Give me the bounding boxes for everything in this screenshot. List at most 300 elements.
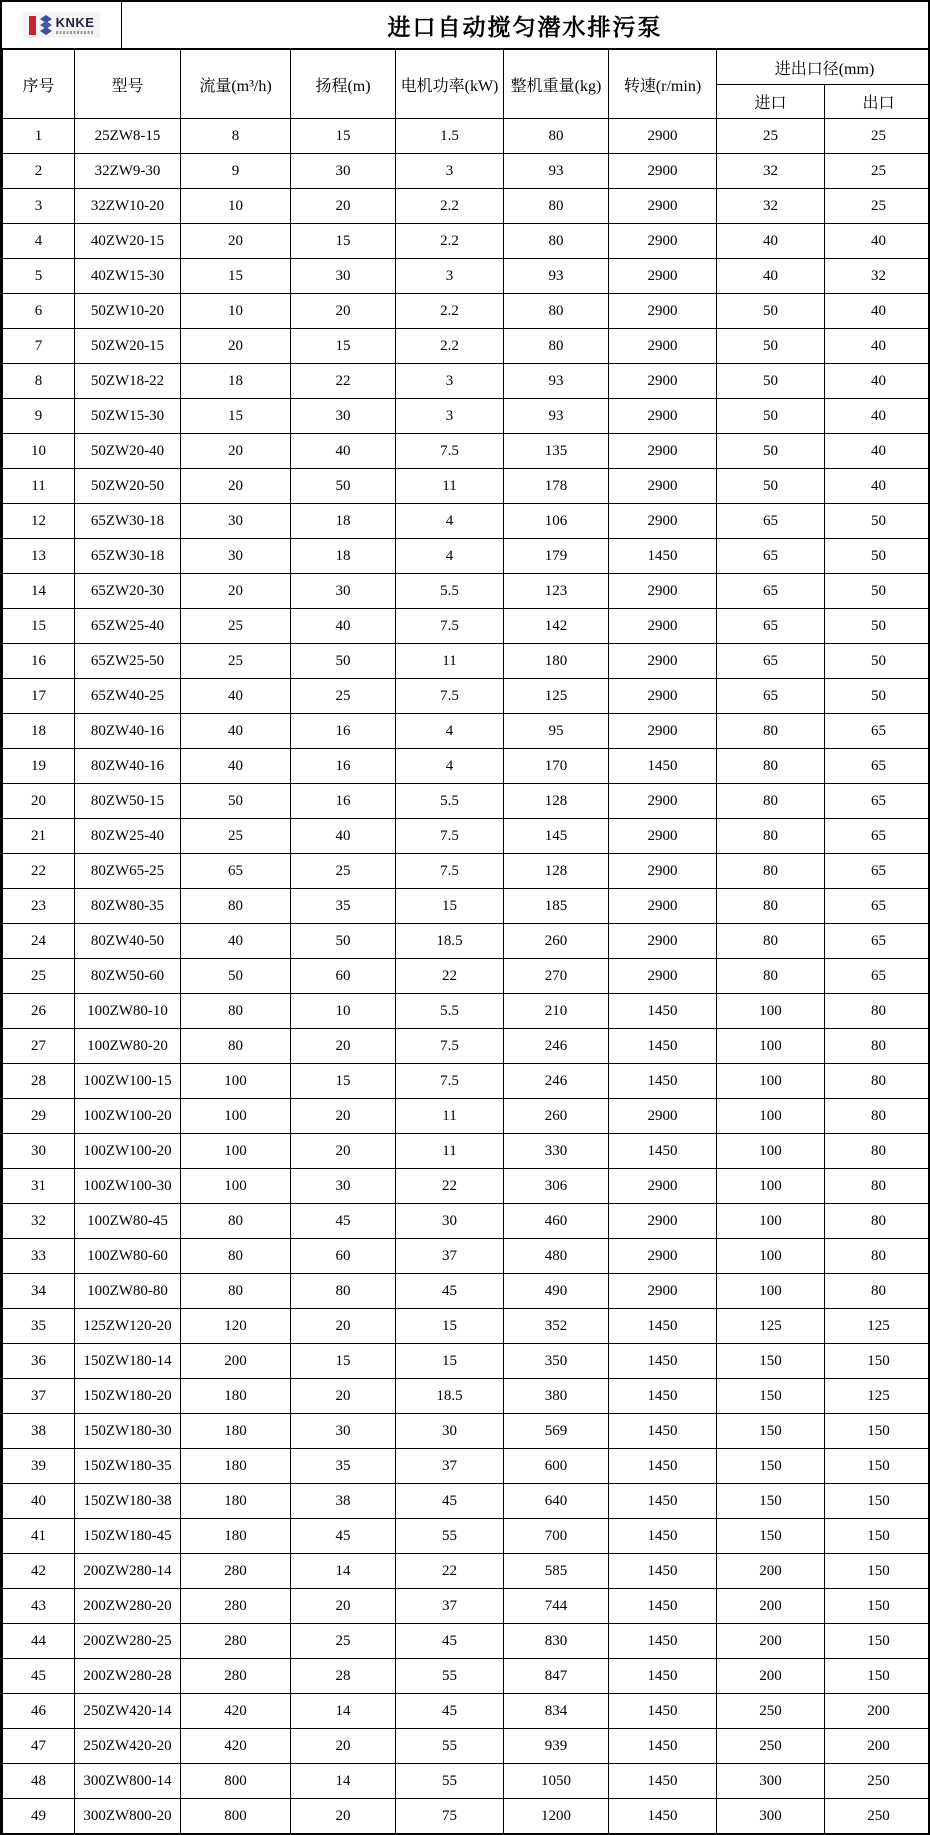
cell-weight: 125 xyxy=(504,679,609,714)
cell-inlet: 100 xyxy=(717,1239,825,1274)
cell-model: 100ZW80-60 xyxy=(75,1239,181,1274)
table-row xyxy=(3,1344,930,1379)
pump-spec-table xyxy=(2,49,930,1834)
cell-inlet: 150 xyxy=(717,1379,825,1414)
col-header-model: 型号 xyxy=(75,50,181,119)
table-row xyxy=(3,504,930,539)
table-row xyxy=(3,1029,930,1064)
col-header-speed: 转速(r/min) xyxy=(609,50,717,119)
cell-inlet: 80 xyxy=(717,749,825,784)
cell-model: 100ZW100-30 xyxy=(75,1169,181,1204)
cell-model: 65ZW20-30 xyxy=(75,574,181,609)
cell-speed: 2900 xyxy=(609,889,717,924)
cell-speed: 1450 xyxy=(609,1029,717,1064)
cell-weight: 180 xyxy=(504,644,609,679)
table-row xyxy=(3,1379,930,1414)
cell-weight: 145 xyxy=(504,819,609,854)
cell-inlet: 250 xyxy=(717,1729,825,1764)
cell-head: 20 xyxy=(291,294,396,329)
cell-head: 20 xyxy=(291,1729,396,1764)
cell-model: 150ZW180-14 xyxy=(75,1344,181,1379)
table-row xyxy=(3,364,930,399)
cell-index: 31 xyxy=(3,1169,75,1204)
cell-head: 20 xyxy=(291,1029,396,1064)
cell-weight: 1200 xyxy=(504,1799,609,1834)
cell-model: 300ZW800-14 xyxy=(75,1764,181,1799)
cell-index: 23 xyxy=(3,889,75,924)
cell-outlet: 40 xyxy=(825,364,930,399)
cell-outlet: 25 xyxy=(825,154,930,189)
cell-speed: 2900 xyxy=(609,119,717,154)
cell-weight: 80 xyxy=(504,224,609,259)
cell-inlet: 65 xyxy=(717,539,825,574)
cell-model: 80ZW40-16 xyxy=(75,714,181,749)
table-row xyxy=(3,1554,930,1589)
cell-model: 40ZW20-15 xyxy=(75,224,181,259)
cell-weight: 128 xyxy=(504,784,609,819)
cell-outlet: 80 xyxy=(825,1099,930,1134)
table-row xyxy=(3,1099,930,1134)
cell-power: 55 xyxy=(396,1659,504,1694)
cell-power: 22 xyxy=(396,959,504,994)
cell-model: 50ZW20-50 xyxy=(75,469,181,504)
cell-outlet: 250 xyxy=(825,1764,930,1799)
table-row xyxy=(3,1309,930,1344)
cell-head: 30 xyxy=(291,1414,396,1449)
cell-power: 5.5 xyxy=(396,784,504,819)
cell-speed: 1450 xyxy=(609,1134,717,1169)
cell-flow: 80 xyxy=(181,1239,291,1274)
cell-head: 30 xyxy=(291,154,396,189)
cell-speed: 2900 xyxy=(609,224,717,259)
cell-speed: 2900 xyxy=(609,1204,717,1239)
cell-power: 7.5 xyxy=(396,679,504,714)
cell-speed: 2900 xyxy=(609,819,717,854)
cell-speed: 2900 xyxy=(609,469,717,504)
table-row xyxy=(3,1659,930,1694)
cell-power: 1.5 xyxy=(396,119,504,154)
cell-flow: 25 xyxy=(181,819,291,854)
table-row xyxy=(3,1169,930,1204)
cell-head: 40 xyxy=(291,609,396,644)
cell-index: 9 xyxy=(3,399,75,434)
cell-power: 18.5 xyxy=(396,924,504,959)
cell-head: 60 xyxy=(291,1239,396,1274)
cell-weight: 640 xyxy=(504,1484,609,1519)
cell-weight: 93 xyxy=(504,154,609,189)
cell-index: 21 xyxy=(3,819,75,854)
cell-inlet: 65 xyxy=(717,609,825,644)
cell-weight: 847 xyxy=(504,1659,609,1694)
cell-speed: 2900 xyxy=(609,714,717,749)
cell-flow: 280 xyxy=(181,1624,291,1659)
cell-index: 42 xyxy=(3,1554,75,1589)
cell-flow: 20 xyxy=(181,224,291,259)
cell-head: 45 xyxy=(291,1204,396,1239)
cell-speed: 1450 xyxy=(609,1589,717,1624)
cell-model: 32ZW10-20 xyxy=(75,189,181,224)
cell-outlet: 40 xyxy=(825,224,930,259)
cell-speed: 2900 xyxy=(609,1099,717,1134)
cell-inlet: 200 xyxy=(717,1624,825,1659)
cell-inlet: 300 xyxy=(717,1764,825,1799)
cell-outlet: 80 xyxy=(825,1204,930,1239)
cell-outlet: 150 xyxy=(825,1519,930,1554)
cell-model: 80ZW25-40 xyxy=(75,819,181,854)
cell-speed: 2900 xyxy=(609,609,717,644)
cell-inlet: 65 xyxy=(717,679,825,714)
cell-head: 16 xyxy=(291,784,396,819)
cell-weight: 93 xyxy=(504,399,609,434)
cell-weight: 179 xyxy=(504,539,609,574)
cell-flow: 280 xyxy=(181,1659,291,1694)
cell-index: 11 xyxy=(3,469,75,504)
cell-weight: 106 xyxy=(504,504,609,539)
cell-inlet: 200 xyxy=(717,1554,825,1589)
cell-flow: 100 xyxy=(181,1134,291,1169)
cell-power: 3 xyxy=(396,154,504,189)
cell-flow: 40 xyxy=(181,679,291,714)
cell-model: 150ZW180-38 xyxy=(75,1484,181,1519)
cell-head: 20 xyxy=(291,1589,396,1624)
stacked-diamonds-icon xyxy=(39,15,53,35)
table-row xyxy=(3,294,930,329)
cell-outlet: 80 xyxy=(825,1029,930,1064)
cell-flow: 200 xyxy=(181,1344,291,1379)
cell-speed: 1450 xyxy=(609,1659,717,1694)
cell-power: 55 xyxy=(396,1729,504,1764)
cell-index: 5 xyxy=(3,259,75,294)
cell-power: 7.5 xyxy=(396,1064,504,1099)
cell-model: 80ZW65-25 xyxy=(75,854,181,889)
cell-model: 200ZW280-14 xyxy=(75,1554,181,1589)
table-row xyxy=(3,1414,930,1449)
cell-weight: 585 xyxy=(504,1554,609,1589)
cell-power: 7.5 xyxy=(396,854,504,889)
cell-outlet: 80 xyxy=(825,1169,930,1204)
cell-weight: 123 xyxy=(504,574,609,609)
cell-flow: 15 xyxy=(181,399,291,434)
cell-flow: 100 xyxy=(181,1064,291,1099)
cell-speed: 1450 xyxy=(609,1344,717,1379)
cell-inlet: 150 xyxy=(717,1414,825,1449)
cell-flow: 8 xyxy=(181,119,291,154)
table-row xyxy=(3,1694,930,1729)
cell-head: 30 xyxy=(291,574,396,609)
cell-speed: 2900 xyxy=(609,434,717,469)
table-row xyxy=(3,959,930,994)
cell-model: 200ZW280-28 xyxy=(75,1659,181,1694)
cell-outlet: 65 xyxy=(825,854,930,889)
cell-model: 65ZW30-18 xyxy=(75,504,181,539)
table-row xyxy=(3,1274,930,1309)
knke-logo xyxy=(23,12,101,38)
cell-power: 7.5 xyxy=(396,434,504,469)
col-header-outlet: 出口 xyxy=(825,85,930,119)
table-row xyxy=(3,1624,930,1659)
cell-head: 20 xyxy=(291,1309,396,1344)
cell-inlet: 80 xyxy=(717,889,825,924)
cell-outlet: 65 xyxy=(825,889,930,924)
cell-head: 45 xyxy=(291,1519,396,1554)
table-row xyxy=(3,119,930,154)
table-row xyxy=(3,259,930,294)
table-row xyxy=(3,1064,930,1099)
cell-model: 100ZW80-80 xyxy=(75,1274,181,1309)
cell-speed: 2900 xyxy=(609,1239,717,1274)
cell-inlet: 50 xyxy=(717,364,825,399)
cell-flow: 80 xyxy=(181,1204,291,1239)
cell-index: 45 xyxy=(3,1659,75,1694)
table-body xyxy=(3,119,930,1834)
cell-speed: 2900 xyxy=(609,329,717,364)
cell-speed: 2900 xyxy=(609,294,717,329)
cell-outlet: 65 xyxy=(825,924,930,959)
logo-text xyxy=(56,16,95,34)
cell-weight: 352 xyxy=(504,1309,609,1344)
table-row xyxy=(3,679,930,714)
cell-power: 15 xyxy=(396,1309,504,1344)
cell-inlet: 200 xyxy=(717,1589,825,1624)
cell-flow: 180 xyxy=(181,1414,291,1449)
cell-power: 22 xyxy=(396,1169,504,1204)
cell-weight: 80 xyxy=(504,189,609,224)
cell-power: 5.5 xyxy=(396,574,504,609)
cell-head: 14 xyxy=(291,1694,396,1729)
cell-weight: 260 xyxy=(504,924,609,959)
cell-inlet: 100 xyxy=(717,1204,825,1239)
cell-flow: 40 xyxy=(181,749,291,784)
cell-power: 3 xyxy=(396,399,504,434)
cell-outlet: 150 xyxy=(825,1344,930,1379)
cell-outlet: 150 xyxy=(825,1449,930,1484)
cell-index: 22 xyxy=(3,854,75,889)
table-row xyxy=(3,1204,930,1239)
cell-outlet: 25 xyxy=(825,189,930,224)
cell-power: 11 xyxy=(396,469,504,504)
table-row xyxy=(3,1589,930,1624)
cell-power: 18.5 xyxy=(396,1379,504,1414)
cell-weight: 178 xyxy=(504,469,609,504)
cell-speed: 1450 xyxy=(609,1449,717,1484)
col-header-index: 序号 xyxy=(3,50,75,119)
cell-speed: 2900 xyxy=(609,364,717,399)
cell-inlet: 100 xyxy=(717,994,825,1029)
cell-power: 45 xyxy=(396,1624,504,1659)
cell-power: 15 xyxy=(396,1344,504,1379)
cell-outlet: 32 xyxy=(825,259,930,294)
cell-speed: 2900 xyxy=(609,1274,717,1309)
cell-outlet: 80 xyxy=(825,994,930,1029)
cell-head: 40 xyxy=(291,434,396,469)
logo-red-bar xyxy=(29,16,36,35)
cell-outlet: 150 xyxy=(825,1484,930,1519)
table-header xyxy=(3,50,930,119)
cell-index: 10 xyxy=(3,434,75,469)
cell-inlet: 25 xyxy=(717,119,825,154)
cell-model: 250ZW420-20 xyxy=(75,1729,181,1764)
cell-index: 30 xyxy=(3,1134,75,1169)
cell-speed: 2900 xyxy=(609,189,717,224)
cell-head: 60 xyxy=(291,959,396,994)
cell-model: 100ZW100-20 xyxy=(75,1134,181,1169)
table-row xyxy=(3,819,930,854)
cell-flow: 10 xyxy=(181,294,291,329)
cell-outlet: 80 xyxy=(825,1064,930,1099)
cell-head: 18 xyxy=(291,539,396,574)
cell-speed: 2900 xyxy=(609,644,717,679)
cell-outlet: 65 xyxy=(825,749,930,784)
cell-head: 35 xyxy=(291,889,396,924)
cell-model: 200ZW280-20 xyxy=(75,1589,181,1624)
table-row xyxy=(3,1239,930,1274)
cell-outlet: 50 xyxy=(825,609,930,644)
cell-speed: 1450 xyxy=(609,1414,717,1449)
cell-flow: 30 xyxy=(181,504,291,539)
cell-power: 45 xyxy=(396,1274,504,1309)
cell-weight: 185 xyxy=(504,889,609,924)
cell-model: 25ZW8-15 xyxy=(75,119,181,154)
cell-weight: 95 xyxy=(504,714,609,749)
table-row xyxy=(3,609,930,644)
cell-inlet: 80 xyxy=(717,959,825,994)
cell-speed: 1450 xyxy=(609,1694,717,1729)
cell-index: 14 xyxy=(3,574,75,609)
cell-inlet: 65 xyxy=(717,574,825,609)
cell-weight: 834 xyxy=(504,1694,609,1729)
cell-speed: 1450 xyxy=(609,994,717,1029)
cell-outlet: 65 xyxy=(825,784,930,819)
cell-index: 27 xyxy=(3,1029,75,1064)
table-row xyxy=(3,1449,930,1484)
cell-weight: 480 xyxy=(504,1239,609,1274)
cell-index: 28 xyxy=(3,1064,75,1099)
cell-model: 150ZW180-20 xyxy=(75,1379,181,1414)
cell-head: 50 xyxy=(291,644,396,679)
cell-flow: 20 xyxy=(181,329,291,364)
cell-power: 3 xyxy=(396,364,504,399)
cell-head: 20 xyxy=(291,1799,396,1834)
cell-head: 16 xyxy=(291,714,396,749)
table-row xyxy=(3,1519,930,1554)
cell-weight: 700 xyxy=(504,1519,609,1554)
cell-model: 50ZW10-20 xyxy=(75,294,181,329)
cell-outlet: 40 xyxy=(825,294,930,329)
cell-model: 100ZW100-20 xyxy=(75,1099,181,1134)
cell-head: 50 xyxy=(291,924,396,959)
cell-flow: 180 xyxy=(181,1379,291,1414)
cell-speed: 1450 xyxy=(609,1309,717,1344)
cell-index: 20 xyxy=(3,784,75,819)
cell-index: 43 xyxy=(3,1589,75,1624)
cell-speed: 2900 xyxy=(609,679,717,714)
cell-power: 37 xyxy=(396,1449,504,1484)
cell-inlet: 80 xyxy=(717,714,825,749)
cell-outlet: 65 xyxy=(825,714,930,749)
cell-model: 65ZW25-50 xyxy=(75,644,181,679)
cell-flow: 180 xyxy=(181,1449,291,1484)
table-row xyxy=(3,1764,930,1799)
cell-model: 50ZW20-15 xyxy=(75,329,181,364)
cell-power: 37 xyxy=(396,1239,504,1274)
cell-flow: 40 xyxy=(181,924,291,959)
cell-speed: 1450 xyxy=(609,1484,717,1519)
cell-head: 25 xyxy=(291,1624,396,1659)
cell-flow: 80 xyxy=(181,1274,291,1309)
cell-flow: 30 xyxy=(181,539,291,574)
cell-model: 80ZW40-50 xyxy=(75,924,181,959)
cell-inlet: 80 xyxy=(717,819,825,854)
cell-head: 50 xyxy=(291,469,396,504)
cell-inlet: 32 xyxy=(717,154,825,189)
table-row xyxy=(3,399,930,434)
table-row xyxy=(3,1134,930,1169)
cell-outlet: 65 xyxy=(825,819,930,854)
cell-weight: 170 xyxy=(504,749,609,784)
cell-index: 49 xyxy=(3,1799,75,1834)
cell-flow: 80 xyxy=(181,1029,291,1064)
cell-inlet: 80 xyxy=(717,854,825,889)
table-row xyxy=(3,994,930,1029)
cell-outlet: 40 xyxy=(825,469,930,504)
cell-index: 40 xyxy=(3,1484,75,1519)
cell-model: 100ZW100-15 xyxy=(75,1064,181,1099)
cell-inlet: 100 xyxy=(717,1274,825,1309)
cell-model: 50ZW15-30 xyxy=(75,399,181,434)
cell-model: 100ZW80-45 xyxy=(75,1204,181,1239)
cell-model: 150ZW180-35 xyxy=(75,1449,181,1484)
cell-inlet: 300 xyxy=(717,1799,825,1834)
cell-outlet: 50 xyxy=(825,504,930,539)
cell-index: 32 xyxy=(3,1204,75,1239)
cell-head: 16 xyxy=(291,749,396,784)
cell-speed: 1450 xyxy=(609,749,717,784)
cell-outlet: 40 xyxy=(825,399,930,434)
cell-power: 45 xyxy=(396,1484,504,1519)
cell-index: 6 xyxy=(3,294,75,329)
cell-model: 100ZW80-20 xyxy=(75,1029,181,1064)
cell-inlet: 150 xyxy=(717,1484,825,1519)
cell-head: 30 xyxy=(291,259,396,294)
cell-index: 29 xyxy=(3,1099,75,1134)
cell-flow: 420 xyxy=(181,1694,291,1729)
cell-index: 7 xyxy=(3,329,75,364)
cell-flow: 50 xyxy=(181,959,291,994)
cell-head: 25 xyxy=(291,854,396,889)
cell-outlet: 40 xyxy=(825,434,930,469)
cell-power: 55 xyxy=(396,1764,504,1799)
cell-flow: 100 xyxy=(181,1099,291,1134)
cell-weight: 80 xyxy=(504,119,609,154)
cell-flow: 20 xyxy=(181,574,291,609)
cell-flow: 800 xyxy=(181,1764,291,1799)
cell-power: 75 xyxy=(396,1799,504,1834)
cell-model: 150ZW180-30 xyxy=(75,1414,181,1449)
cell-index: 35 xyxy=(3,1309,75,1344)
cell-power: 4 xyxy=(396,504,504,539)
cell-power: 37 xyxy=(396,1589,504,1624)
cell-weight: 1050 xyxy=(504,1764,609,1799)
cell-speed: 1450 xyxy=(609,1554,717,1589)
cell-outlet: 250 xyxy=(825,1799,930,1834)
cell-weight: 270 xyxy=(504,959,609,994)
cell-index: 33 xyxy=(3,1239,75,1274)
cell-head: 30 xyxy=(291,1169,396,1204)
cell-model: 150ZW180-45 xyxy=(75,1519,181,1554)
cell-speed: 2900 xyxy=(609,259,717,294)
cell-inlet: 80 xyxy=(717,924,825,959)
cell-inlet: 40 xyxy=(717,259,825,294)
